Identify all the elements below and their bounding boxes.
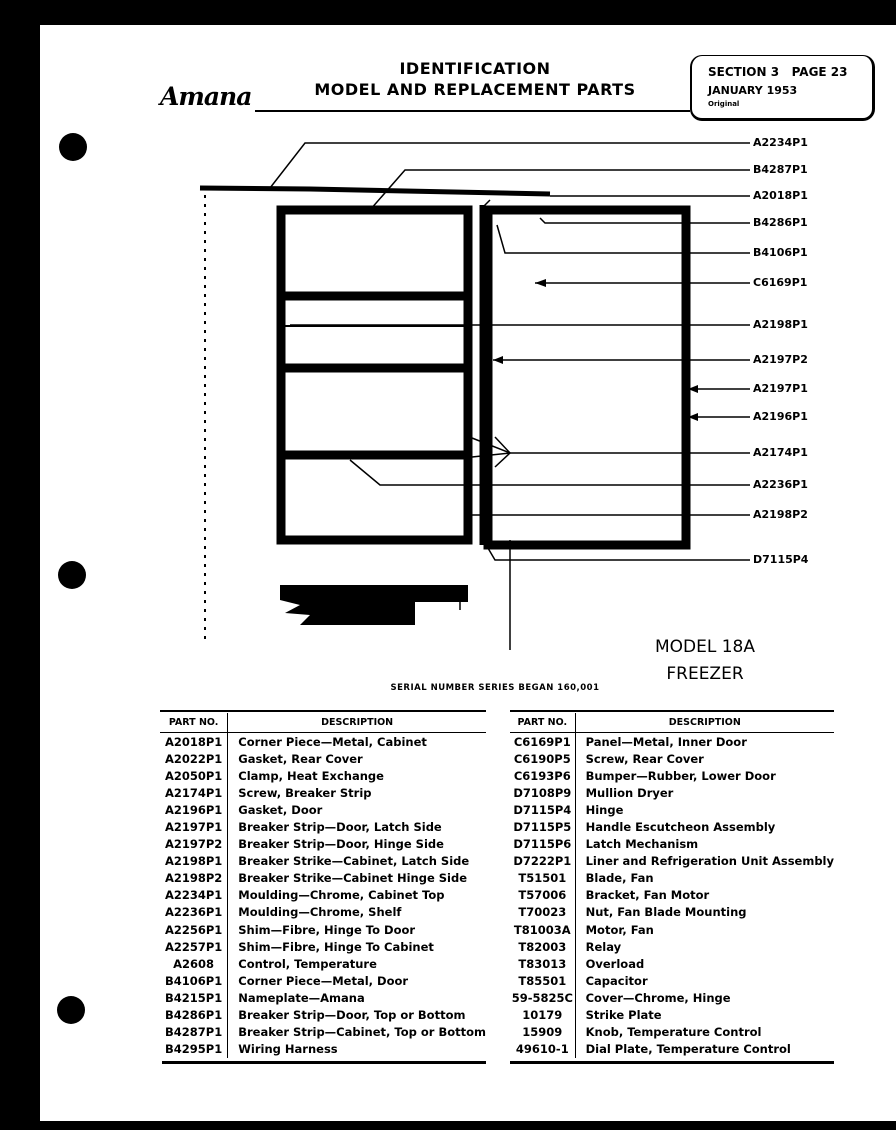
model-number: MODEL 18A bbox=[654, 637, 756, 657]
part-number: D7108P9 bbox=[510, 784, 575, 801]
table-row bbox=[160, 938, 486, 955]
punch-hole bbox=[57, 996, 85, 1024]
status-label: Original bbox=[708, 100, 740, 108]
callout-label: A2018P1 bbox=[753, 189, 808, 202]
part-number: A2198P2 bbox=[160, 870, 228, 887]
table-row bbox=[510, 784, 834, 801]
part-number: B4295P1 bbox=[160, 1041, 228, 1058]
part-description: Motor, Fan bbox=[585, 922, 654, 937]
table-row bbox=[510, 836, 834, 853]
table-rule bbox=[510, 1061, 834, 1064]
table-rule bbox=[510, 710, 834, 712]
section-page-label: SECTION 3 PAGE 23 bbox=[708, 65, 848, 79]
callout-label: A2198P2 bbox=[753, 508, 808, 521]
part-description: Knob, Temperature Control bbox=[585, 1025, 762, 1040]
table-row bbox=[160, 870, 486, 887]
table-row bbox=[510, 1024, 834, 1041]
model-type: FREEZER bbox=[666, 664, 744, 684]
part-description: Screw, Rear Cover bbox=[585, 751, 704, 766]
part-description: Liner and Refrigeration Unit Assembly bbox=[585, 854, 834, 869]
table-row bbox=[160, 767, 486, 784]
part-number: C6190P5 bbox=[510, 750, 575, 767]
part-number: 10179 bbox=[510, 1007, 575, 1024]
part-description: Relay bbox=[585, 939, 622, 954]
table-row bbox=[510, 989, 834, 1006]
table-row bbox=[160, 836, 486, 853]
table-row bbox=[510, 1007, 834, 1024]
part-description: Screw, Breaker Strip bbox=[238, 785, 372, 800]
table-row bbox=[510, 904, 834, 921]
part-description: Bracket, Fan Motor bbox=[585, 888, 710, 903]
part-number: C6193P6 bbox=[510, 767, 575, 784]
part-number: A2198P1 bbox=[160, 853, 228, 870]
part-description: Handle Escutcheon Assembly bbox=[585, 820, 776, 835]
table-row bbox=[510, 870, 834, 887]
page-title: IDENTIFICATION bbox=[399, 59, 551, 78]
callout-label: A2196P1 bbox=[753, 410, 808, 423]
table-row bbox=[510, 887, 834, 904]
part-number: 59-5825C bbox=[510, 989, 575, 1006]
table-header-row bbox=[510, 713, 834, 733]
part-number: B4287P1 bbox=[160, 1024, 228, 1041]
part-description: Breaker Strike—Cabinet, Latch Side bbox=[238, 854, 470, 869]
part-description: Strike Plate bbox=[585, 1008, 662, 1023]
part-number: A2197P1 bbox=[160, 818, 228, 835]
table-row bbox=[510, 955, 834, 972]
parts-table-left bbox=[160, 713, 486, 1058]
part-number: A2256P1 bbox=[160, 921, 228, 938]
part-number: A2257P1 bbox=[160, 938, 228, 955]
callout-label: A2236P1 bbox=[753, 478, 808, 491]
part-number: A2236P1 bbox=[160, 904, 228, 921]
table-row bbox=[160, 801, 486, 818]
part-number: B4286P1 bbox=[160, 1007, 228, 1024]
callout-label: A2197P2 bbox=[753, 353, 808, 366]
part-description: Breaker Strip—Door, Hinge Side bbox=[238, 837, 444, 852]
part-description: Shim—Fibre, Hinge To Door bbox=[238, 922, 416, 937]
part-description: Hinge bbox=[585, 802, 624, 817]
table-row bbox=[160, 1007, 486, 1024]
part-number: B4215P1 bbox=[160, 989, 228, 1006]
table-rule bbox=[160, 710, 486, 712]
table-row bbox=[510, 750, 834, 767]
part-description: Latch Mechanism bbox=[585, 837, 699, 852]
part-number: D7115P5 bbox=[510, 818, 575, 835]
table-row bbox=[510, 938, 834, 955]
part-number: A2234P1 bbox=[160, 887, 228, 904]
part-description: Control, Temperature bbox=[238, 956, 377, 971]
part-number: T82003 bbox=[510, 938, 575, 955]
brand-logo: Amana bbox=[160, 82, 252, 111]
table-row bbox=[510, 921, 834, 938]
date-label: JANUARY 1953 bbox=[708, 84, 798, 97]
part-description: Shim—Fibre, Hinge To Cabinet bbox=[238, 939, 434, 954]
part-number: A2050P1 bbox=[160, 767, 228, 784]
part-number: T83013 bbox=[510, 955, 575, 972]
callout-label: A2197P1 bbox=[753, 382, 808, 395]
col-header-part-no: PART NO. bbox=[510, 713, 575, 733]
part-number: B4106P1 bbox=[160, 972, 228, 989]
part-description: Capacitor bbox=[585, 973, 648, 988]
part-number: T85501 bbox=[510, 972, 575, 989]
callout-label: A2174P1 bbox=[753, 446, 808, 459]
part-description: Panel—Metal, Inner Door bbox=[585, 734, 747, 749]
table-row bbox=[160, 989, 486, 1006]
table-row bbox=[160, 887, 486, 904]
table-row bbox=[160, 904, 486, 921]
part-description: Overload bbox=[585, 956, 645, 971]
callout-label: A2234P1 bbox=[753, 136, 808, 149]
table-row bbox=[510, 818, 834, 835]
part-description: Gasket, Rear Cover bbox=[238, 751, 363, 766]
part-description: Bumper—Rubber, Lower Door bbox=[585, 768, 776, 783]
table-row bbox=[160, 733, 486, 751]
part-description: Corner Piece—Metal, Cabinet bbox=[238, 734, 427, 749]
table-row bbox=[510, 801, 834, 818]
part-number: D7115P4 bbox=[510, 801, 575, 818]
table-row bbox=[160, 853, 486, 870]
table-row bbox=[510, 733, 834, 751]
part-number: 15909 bbox=[510, 1024, 575, 1041]
part-number: A2174P1 bbox=[160, 784, 228, 801]
table-rule bbox=[162, 1061, 486, 1064]
part-number: A2196P1 bbox=[160, 801, 228, 818]
table-row bbox=[510, 853, 834, 870]
part-description: Breaker Strip—Cabinet, Top or Bottom bbox=[238, 1025, 486, 1040]
part-description: Nut, Fan Blade Mounting bbox=[585, 905, 747, 920]
table-header-row bbox=[160, 713, 486, 733]
table-row bbox=[510, 972, 834, 989]
table-row bbox=[160, 818, 486, 835]
table-row bbox=[160, 921, 486, 938]
part-description: Moulding—Chrome, Cabinet Top bbox=[238, 888, 445, 903]
callout-label: D7115P4 bbox=[753, 553, 809, 566]
col-header-description: DESCRIPTION bbox=[228, 713, 486, 733]
callout-label: C6169P1 bbox=[753, 276, 808, 289]
table-row bbox=[160, 784, 486, 801]
part-number: A2197P2 bbox=[160, 836, 228, 853]
table-row bbox=[510, 1041, 834, 1058]
page-subtitle: MODEL AND REPLACEMENT PARTS bbox=[314, 80, 636, 99]
callout-label: B4287P1 bbox=[753, 163, 808, 176]
table-row bbox=[160, 1024, 486, 1041]
part-number: 49610-1 bbox=[510, 1041, 575, 1058]
table-row bbox=[510, 767, 834, 784]
table-row bbox=[160, 750, 486, 767]
callout-label: B4106P1 bbox=[753, 246, 808, 259]
part-number: A2608 bbox=[160, 955, 228, 972]
col-header-description: DESCRIPTION bbox=[575, 713, 834, 733]
part-number: A2018P1 bbox=[160, 733, 228, 751]
part-description: Clamp, Heat Exchange bbox=[238, 768, 384, 783]
part-number: T70023 bbox=[510, 904, 575, 921]
part-description: Moulding—Chrome, Shelf bbox=[238, 905, 402, 920]
part-number: A2022P1 bbox=[160, 750, 228, 767]
model-label bbox=[640, 634, 770, 688]
table-row bbox=[160, 1041, 486, 1058]
part-description: Cover—Chrome, Hinge bbox=[585, 990, 731, 1005]
part-number: D7115P6 bbox=[510, 836, 575, 853]
part-number: C6169P1 bbox=[510, 733, 575, 751]
col-header-part-no: PART NO. bbox=[160, 713, 228, 733]
part-description: Nameplate—Amana bbox=[238, 990, 365, 1005]
part-description: Corner Piece—Metal, Door bbox=[238, 973, 409, 988]
part-number: T57006 bbox=[510, 887, 575, 904]
serial-note: SERIAL NUMBER SERIES BEGAN 160,001 bbox=[390, 683, 600, 693]
part-description: Gasket, Door bbox=[238, 802, 323, 817]
part-number: T51501 bbox=[510, 870, 575, 887]
parts-table-right bbox=[510, 713, 834, 1058]
part-description: Breaker Strip—Door, Top or Bottom bbox=[238, 1008, 466, 1023]
part-description: Dial Plate, Temperature Control bbox=[585, 1042, 791, 1057]
callout-label: A2198P1 bbox=[753, 318, 808, 331]
callout-label: B4286P1 bbox=[753, 216, 808, 229]
table-row bbox=[160, 955, 486, 972]
table-row bbox=[160, 972, 486, 989]
part-description: Wiring Harness bbox=[238, 1042, 338, 1057]
part-number: T81003A bbox=[510, 921, 575, 938]
part-number: D7222P1 bbox=[510, 853, 575, 870]
part-description: Blade, Fan bbox=[585, 871, 654, 886]
part-description: Mullion Dryer bbox=[585, 785, 674, 800]
part-description: Breaker Strike—Cabinet Hinge Side bbox=[238, 871, 467, 886]
part-description: Breaker Strip—Door, Latch Side bbox=[238, 820, 442, 835]
